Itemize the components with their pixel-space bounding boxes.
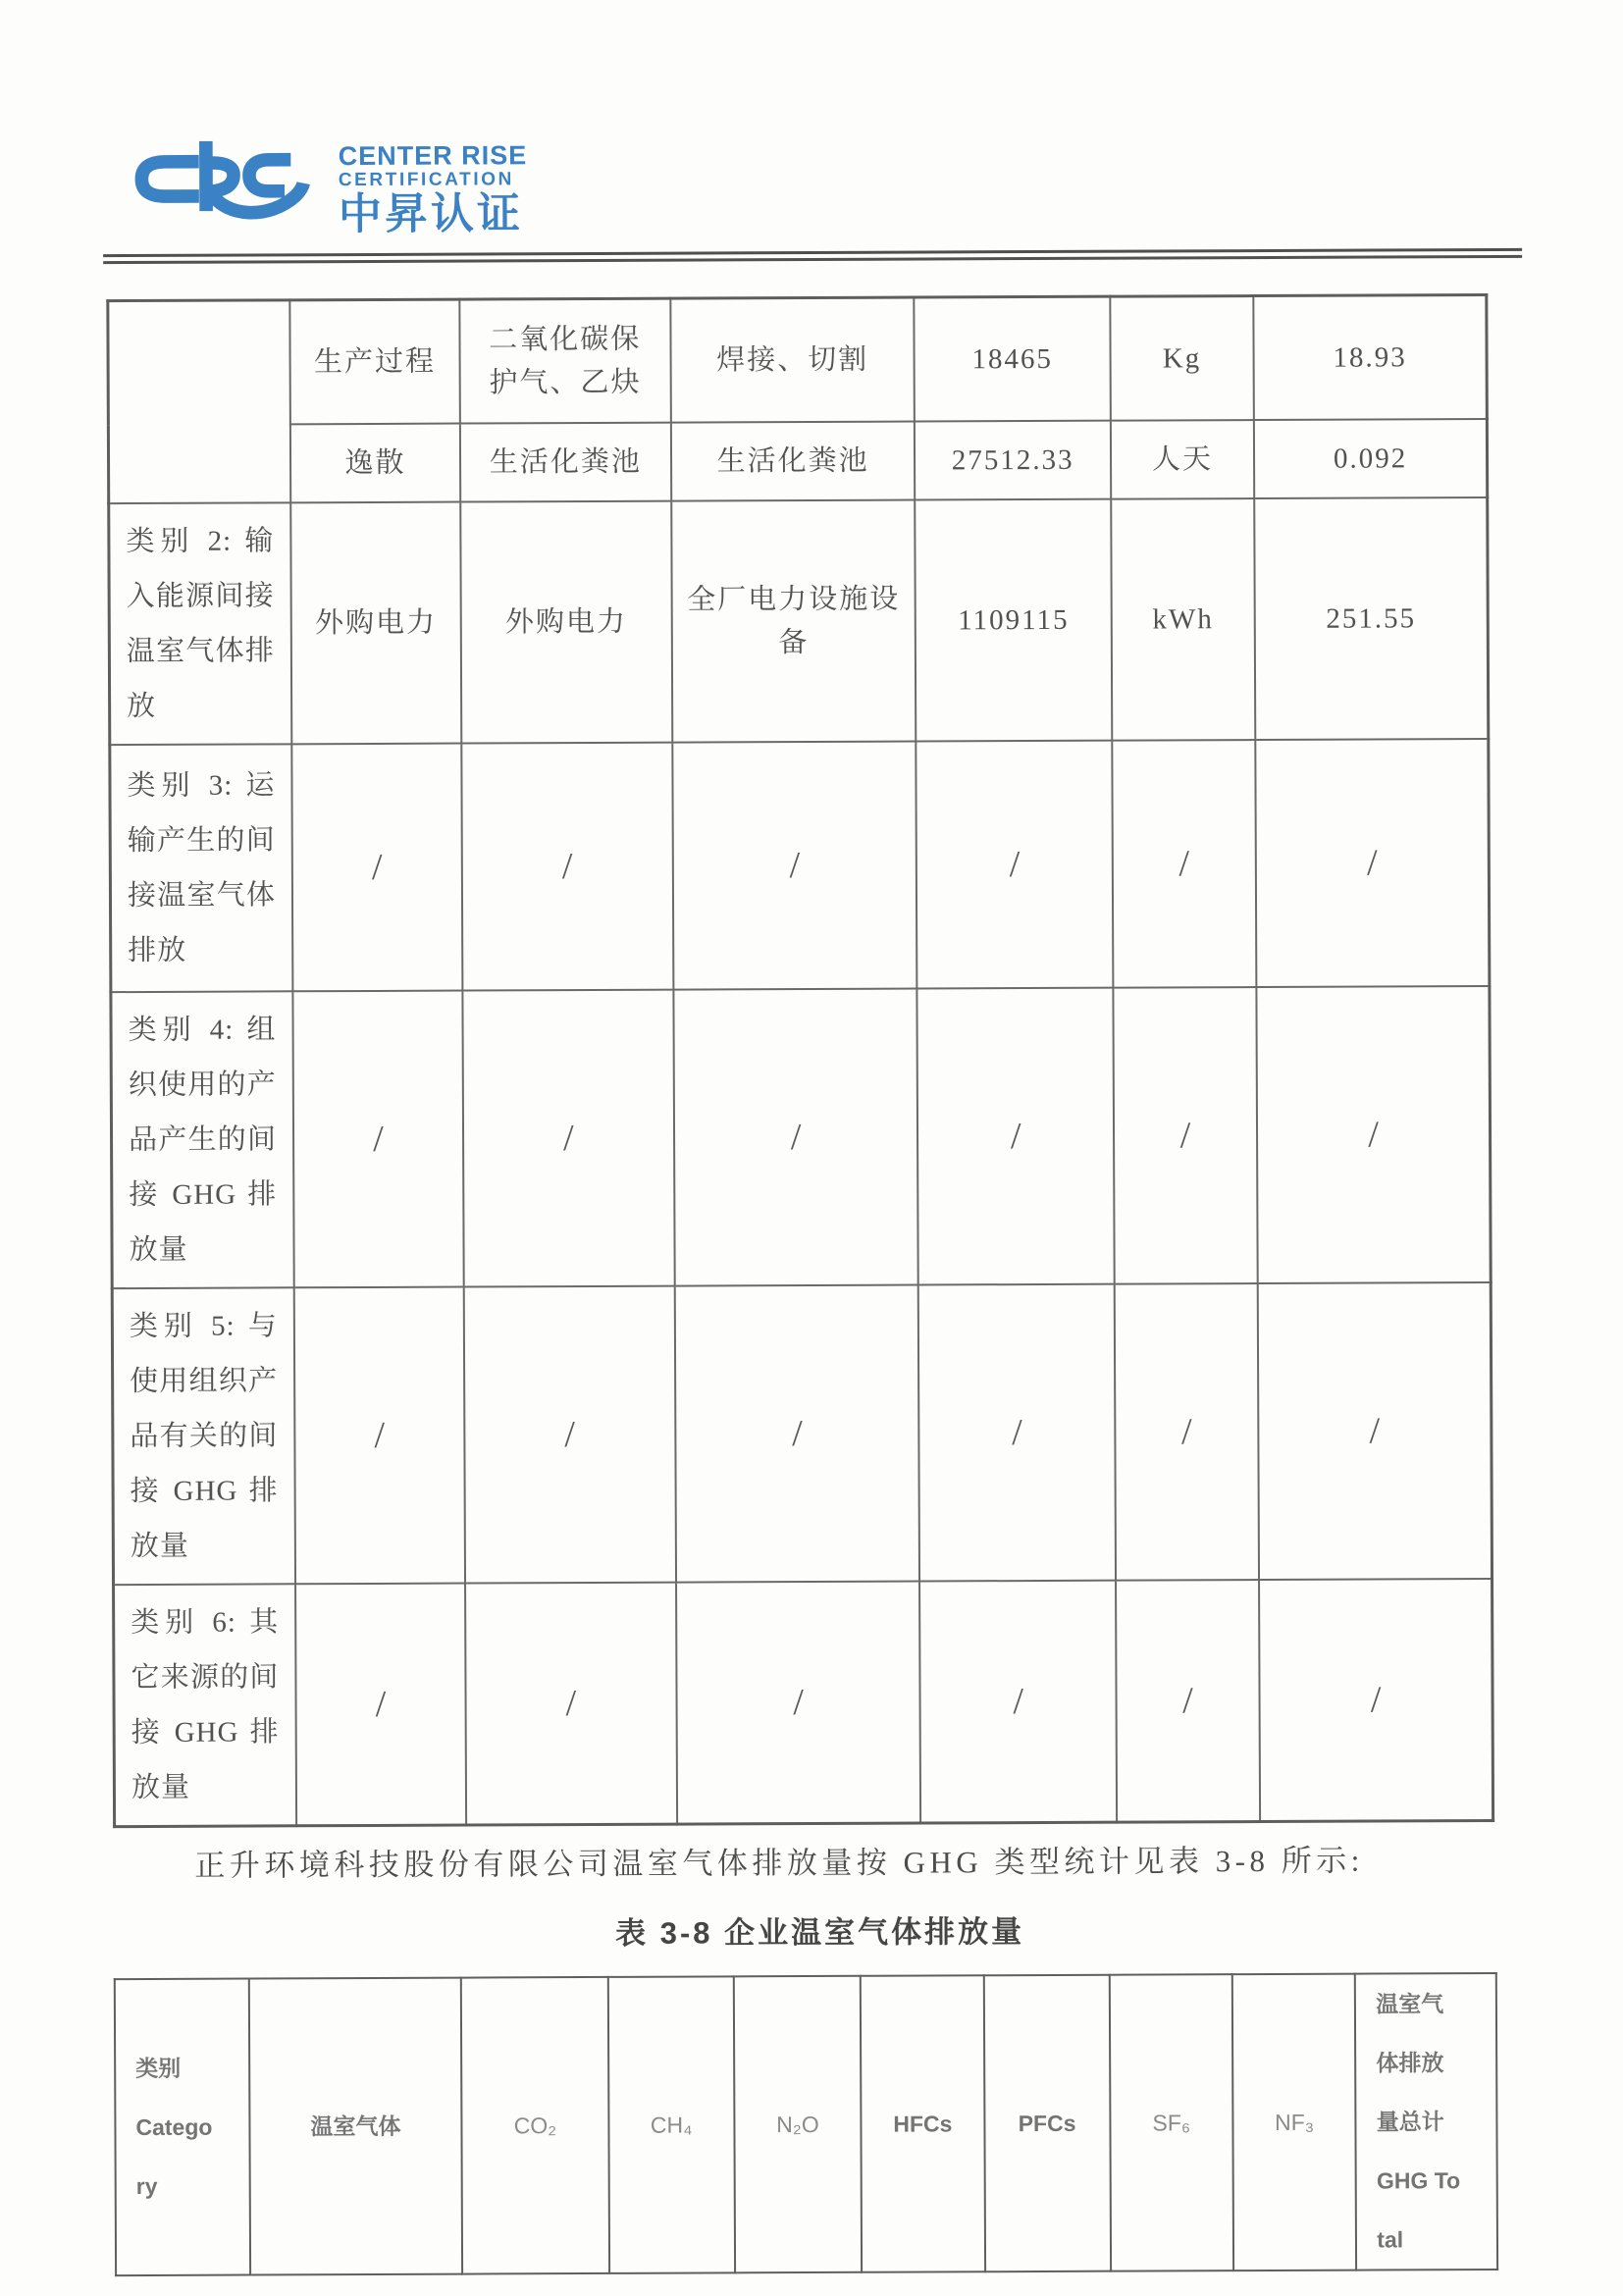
empty-value-cell: / [672,742,917,990]
empty-value-cell: / [676,1582,921,1825]
value-cell: 0.092 [1254,419,1488,498]
value-cell: 外购电力 [460,501,672,744]
empty-value-cell: / [1116,1580,1260,1822]
value-cell: 生产过程 [289,299,459,424]
logo-name-line1: CENTER RISE [338,140,528,172]
company-logo [125,121,1523,242]
empty-value-cell: / [462,990,674,1287]
ghg-type-header-row [115,1973,1497,2275]
empty-value-cell: / [1256,986,1491,1283]
logo-name-line2: CERTIFICATION [338,169,514,191]
category-cell: 类别 3: 运输产生的间接温室气体排放 [110,744,293,992]
page-content [102,0,1531,2276]
crc-logo-icon [125,126,322,240]
value-cell: 人天 [1111,420,1254,499]
empty-value-cell: / [1259,1579,1493,1822]
value-cell: 逸散 [290,424,460,503]
value-cell: Kg [1110,296,1254,421]
value-cell: 生活化粪池 [460,423,671,502]
value-cell: 生活化粪池 [671,422,916,501]
value-cell: 1109115 [916,499,1113,742]
empty-value-cell: / [463,1286,675,1584]
empty-value-cell: / [465,1583,677,1825]
value-cell: 焊接、切割 [670,297,915,423]
empty-value-cell: / [919,1581,1117,1823]
empty-value-cell: / [673,989,918,1286]
empty-value-cell: / [291,744,462,992]
header-cell: CH₄ [607,1976,734,2273]
table-row [114,1579,1493,1827]
empty-value-cell: / [916,741,1114,989]
table-row [109,497,1489,745]
empty-value-cell: / [1258,1282,1492,1580]
value-cell: 二氧化碳保护气、乙炔 [459,298,671,423]
table-row [112,1282,1492,1585]
header-cell: 类别 Category [115,1979,250,2276]
table-row [110,739,1490,992]
category-cell: 类别 6: 其它来源的间接 GHG 排放量 [114,1584,297,1826]
empty-value-cell: / [295,1584,466,1826]
empty-value-cell: / [1255,739,1490,987]
table-caption: 表 3-8 企业温室气体排放量 [615,1914,1025,1951]
table-row [108,419,1487,503]
empty-value-cell: / [294,1287,465,1585]
header-cell: CO₂ [461,1977,609,2274]
value-cell: 18465 [915,296,1111,421]
header-cell: 温室气体排放量总计 GHG Total [1355,1973,1497,2270]
header-cell: SF₆ [1109,1974,1233,2271]
category-cell: 类别 5: 与使用组织产品有关的间接 GHG 排放量 [112,1287,295,1585]
header-cell: PFCs [983,1975,1110,2272]
category-cell: 类别 4: 组织使用的产品产生的间接 GHG 排放量 [111,991,294,1288]
value-cell: 27512.33 [915,421,1111,500]
value-cell: 外购电力 [290,502,461,745]
empty-value-cell: / [1112,740,1256,988]
header-cell: NF₃ [1232,1974,1357,2271]
category-cell: 类别 2: 输入能源间接温室气体排放 [109,502,292,745]
header-cell: HFCs [861,1975,985,2272]
emissions-table [106,293,1494,1828]
empty-value-cell: / [292,991,463,1288]
empty-value-cell: / [461,743,673,991]
value-cell: kWh [1111,498,1255,741]
header-divider [103,248,1522,264]
empty-value-cell: / [674,1285,919,1583]
category-cell [108,300,290,503]
body-paragraph: 正升环境科技股份有限公司温室气体排放量按 GHG 类型统计见表 3-8 所示: [194,1843,1364,1883]
emissions-table-body [108,295,1493,1827]
empty-value-cell: / [918,1284,1116,1582]
logo-name-chinese: 中昇认证 [338,189,524,239]
table-row [111,986,1491,1288]
empty-value-cell: / [1115,1283,1259,1581]
header-cell: N₂O [734,1976,863,2273]
value-cell: 18.93 [1253,295,1487,421]
value-cell: 251.55 [1254,497,1489,740]
value-cell: 全厂电力设施设备 [671,500,916,743]
logo-text-block [339,125,528,239]
ghg-type-table [114,1972,1498,2276]
table-row [108,295,1488,426]
header-cell: 温室气体 [248,1978,462,2275]
empty-value-cell: / [917,988,1115,1285]
empty-value-cell: / [1113,987,1257,1284]
